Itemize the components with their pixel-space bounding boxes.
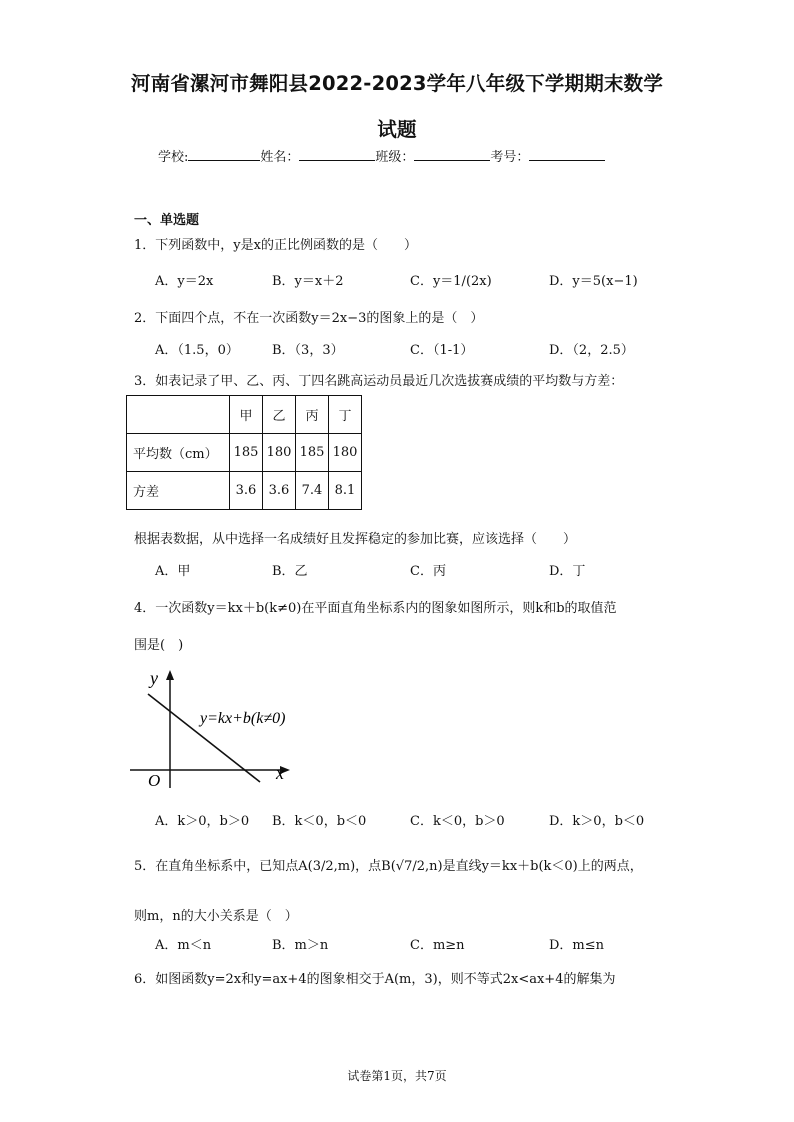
table-cell: 平均数（cm）	[127, 434, 230, 472]
table-cell: 3.6	[230, 472, 263, 510]
q4-option-a[interactable]: A．k＞0，b＞0	[155, 814, 250, 829]
question-6-stem: 6．如图函数y=2x和y=ax+4的图象相交于A(m，3)，则不等式2x<ax+4的解集为	[134, 972, 616, 987]
q3-option-d[interactable]: D．丁	[549, 564, 586, 579]
table-cell: 185	[296, 434, 329, 472]
table-cell: 3.6	[263, 472, 296, 510]
x-axis-label: x	[276, 763, 284, 783]
table-header-cell: 丙	[296, 396, 329, 434]
question-4-stem-cont: 围是( )	[134, 638, 184, 653]
class-label: 班级：	[375, 150, 415, 165]
name-blank[interactable]	[299, 146, 375, 161]
number-label: 考号：	[490, 150, 530, 165]
function-line	[148, 694, 260, 782]
q3-option-c[interactable]: C．丙	[410, 564, 446, 579]
line-equation-label: y=kx+b(k≠0)	[200, 710, 286, 727]
question-2-stem: 2．下面四个点，不在一次函数y＝2x−3的图象上的是（ ）	[134, 311, 484, 326]
question-4-stem: 4．一次函数y＝kx＋b(k≠0)在平面直角坐标系内的图象如图所示，则k和b的取值范	[134, 601, 617, 616]
q4-option-d[interactable]: D．k＞0，b＜0	[549, 814, 645, 829]
q4-graph	[130, 666, 300, 791]
student-info	[158, 146, 605, 165]
table-cell: 180	[263, 434, 296, 472]
q1-option-a[interactable]: A．y＝2x	[155, 274, 214, 289]
question-5-stem: 5．在直角坐标系中，已知点A(3/2,m)，点B(√7/2,n)是直线y＝kx＋b(k＜0)上的两点，	[134, 859, 643, 874]
number-blank[interactable]	[529, 146, 605, 161]
q2-option-c[interactable]: C．（1-1）	[410, 343, 474, 358]
school-blank[interactable]	[188, 146, 260, 161]
table-cell: 7.4	[296, 472, 329, 510]
table-cell: 8.1	[329, 472, 362, 510]
origin-label: O	[148, 771, 161, 790]
q5-option-a[interactable]: A．m＜n	[155, 938, 212, 953]
table-header-cell: 甲	[230, 396, 263, 434]
q1-option-d[interactable]: D．y＝5(x−1)	[549, 274, 638, 289]
score-table	[126, 395, 362, 510]
question-3-followup: 根据表数据，从中选择一名成绩好且发挥稳定的参加比赛，应该选择（ ）	[134, 532, 577, 547]
q5-option-c[interactable]: C．m≥n	[410, 938, 465, 953]
q5-option-b[interactable]: B．m＞n	[272, 938, 329, 953]
page-footer: 试卷第1页，共7页	[347, 1069, 447, 1083]
page-title: 河南省漯河市舞阳县2022-2023学年八年级下学期期末数学	[130, 72, 664, 95]
name-label: 姓名：	[260, 150, 300, 165]
y-axis-arrow	[166, 670, 174, 680]
q2-option-a[interactable]: A．（1.5，0）	[155, 343, 239, 358]
q5-option-d[interactable]: D．m≤n	[549, 938, 605, 953]
table-cell: 方差	[127, 472, 230, 510]
q2-option-d[interactable]: D．（2，2.5）	[549, 343, 634, 358]
question-5-stem-cont: 则m，n的大小关系是（ ）	[134, 909, 298, 924]
table-header-cell	[127, 396, 230, 434]
q1-option-c[interactable]: C．y＝1/(2x)	[410, 274, 492, 289]
class-blank[interactable]	[414, 146, 490, 161]
q1-option-b[interactable]: B．y＝x＋2	[272, 274, 344, 289]
q4-option-c[interactable]: C．k＜0，b＞0	[410, 814, 505, 829]
q3-option-a[interactable]: A．甲	[155, 564, 191, 579]
q3-option-b[interactable]: B．乙	[272, 564, 308, 579]
page-title-line2: 试题	[377, 118, 417, 141]
table-header-cell: 丁	[329, 396, 362, 434]
table-cell: 185	[230, 434, 263, 472]
table-header-row	[127, 396, 362, 434]
q2-option-b[interactable]: B．（3，3）	[272, 343, 344, 358]
table-cell: 180	[329, 434, 362, 472]
question-3-stem: 3．如表记录了甲、乙、丙、丁四名跳高运动员最近几次选拔赛成绩的平均数与方差：	[134, 374, 624, 389]
y-axis-label: y	[150, 668, 158, 688]
question-1-stem: 1．下列函数中，y是x的正比例函数的是（ ）	[134, 238, 417, 253]
table-header-cell: 乙	[263, 396, 296, 434]
table-row	[127, 472, 362, 510]
table-row	[127, 434, 362, 472]
q4-option-b[interactable]: B．k＜0，b＜0	[272, 814, 367, 829]
section-heading: 一、单选题	[134, 213, 200, 228]
school-label: 学校:	[158, 150, 189, 165]
